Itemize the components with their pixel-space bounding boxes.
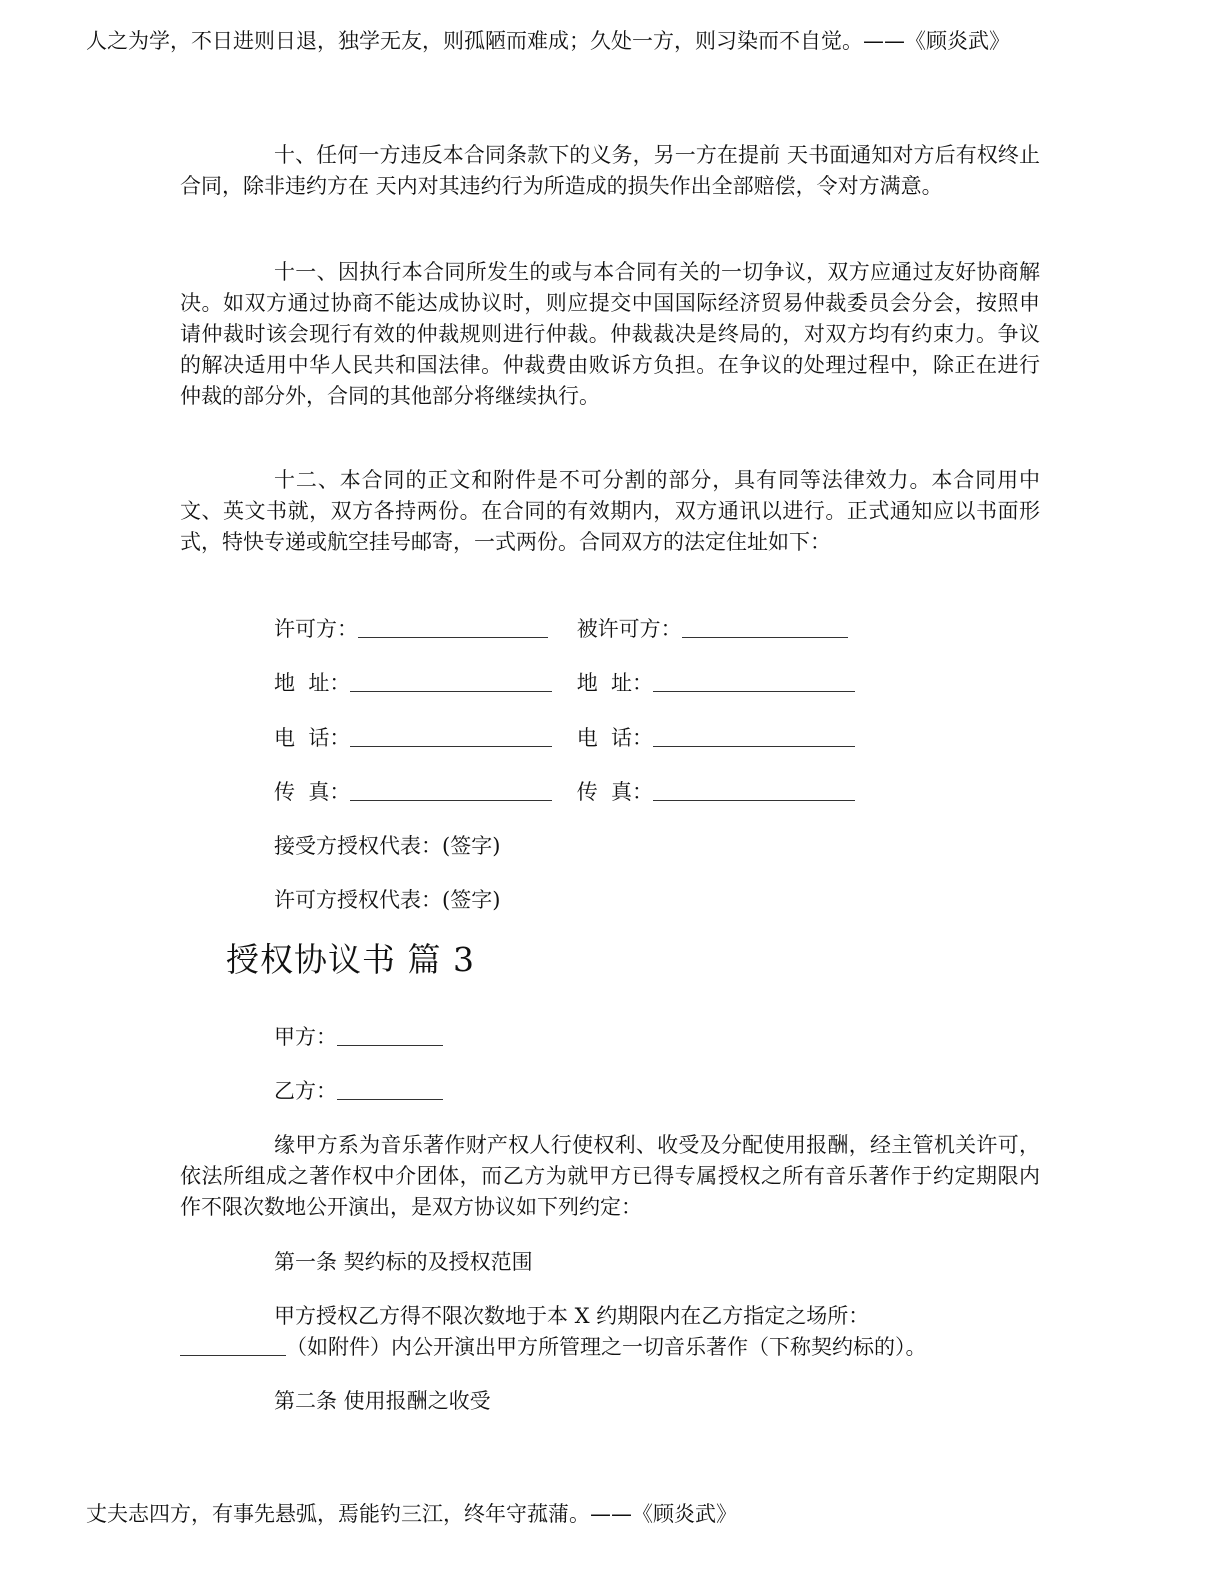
- fax-blank-right: [653, 780, 855, 801]
- address-label-left: 地 址：: [274, 671, 351, 695]
- phone-row: [274, 723, 855, 754]
- fax-row: [274, 777, 855, 808]
- party-a-blank: [337, 1025, 443, 1046]
- article-1-title: 第一条 契约标的及授权范围: [274, 1250, 533, 1274]
- party-b-blank: [337, 1079, 443, 1100]
- fax-blank-left: [350, 780, 552, 801]
- venue-blank: [180, 1335, 286, 1356]
- article-2-title: 第二条 使用报酬之收受: [274, 1389, 491, 1413]
- party-a-row: [274, 1022, 443, 1053]
- article-1-text-cont: （如附件）内公开演出甲方所管理之一切音乐著作（下称契约标的）。: [286, 1335, 927, 1359]
- clause-10: 十、任何一方违反本合同条款下的义务，另一方在提前 天书面通知对方后有权终止合同，除非违约方在 天内对其违约行为所造成的损失作出全部赔偿，令对方满意。: [180, 143, 1040, 198]
- phone-blank-left: [350, 726, 552, 747]
- section-3-intro: 缘甲方系为音乐著作财产权人行使权利、收受及分配使用报酬，经主管机关许可，依法所组成之著作权中介团体，而乙方为就甲方已得专属授权之所有音乐著作于约定期限内作不限次数地公开演出，是双方协议如下列约定：: [180, 1133, 1040, 1219]
- licensee-blank: [682, 617, 848, 638]
- licensor-row: [274, 614, 848, 645]
- fax-label-left: 传 真：: [274, 780, 351, 804]
- address-row: [274, 668, 855, 699]
- article-1-text-line-2: [180, 1332, 927, 1363]
- party-b-label: 乙方：: [274, 1079, 337, 1103]
- phone-label-left: 电 话：: [274, 726, 351, 750]
- clause-11: 十一、因执行本合同所发生的或与本合同有关的一切争议，双方应通过友好协商解决。如双方通过协商不能达成协议时，则应提交中国国际经济贸易仲裁委员会分会，按照申请仲裁时该会现行有效的仲裁规则进行仲裁。仲裁裁决是终局的，对双方均有约束力。争议的解决适用中华人民共和国法律。仲裁费由败诉方负担。在争议的处理过程中，除正在进行仲裁的部分外，合同的其他部分将继续执行。: [180, 260, 1040, 408]
- address-blank-left: [350, 671, 552, 692]
- licensee-label: 被许可方：: [576, 617, 682, 641]
- footer-quote: 丈夫志四方，有事先悬弧，焉能钓三江，终年守菰蒲。——《顾炎武》: [86, 1502, 737, 1526]
- licensor-blank: [358, 617, 548, 638]
- fax-label-right: 传 真：: [576, 780, 654, 804]
- party-a-label: 甲方：: [274, 1025, 337, 1049]
- party-b-row: [274, 1076, 443, 1107]
- licensor-label: 许可方：: [274, 617, 358, 641]
- clause-12: 十二、本合同的正文和附件是不可分割的部分，具有同等法律效力。本合同用中文、英文书就，双方各持两份。在合同的有效期内，双方通讯以进行。正式通知应以书面形式，特快专递或航空挂号邮寄，一式两份。合同双方的法定住址如下：: [180, 468, 1040, 554]
- header-quote: 人之为学，不日进则日退，独学无友，则孤陋而难成；久处一方，则习染而不自觉。——《顾炎武》: [86, 29, 1010, 53]
- phone-label-right: 电 话：: [576, 726, 654, 750]
- section-3-title: 授权协议书 篇 3: [226, 940, 475, 979]
- acceptor-signature: 接受方授权代表：(签字): [274, 834, 501, 858]
- phone-blank-right: [653, 726, 855, 747]
- article-1-text-line-1: 甲方授权乙方得不限次数地于本 X 约期限内在乙方指定之场所：: [274, 1304, 870, 1328]
- address-label-right: 地 址：: [576, 671, 654, 695]
- address-blank-right: [653, 671, 855, 692]
- licensor-signature: 许可方授权代表：(签字): [274, 888, 501, 912]
